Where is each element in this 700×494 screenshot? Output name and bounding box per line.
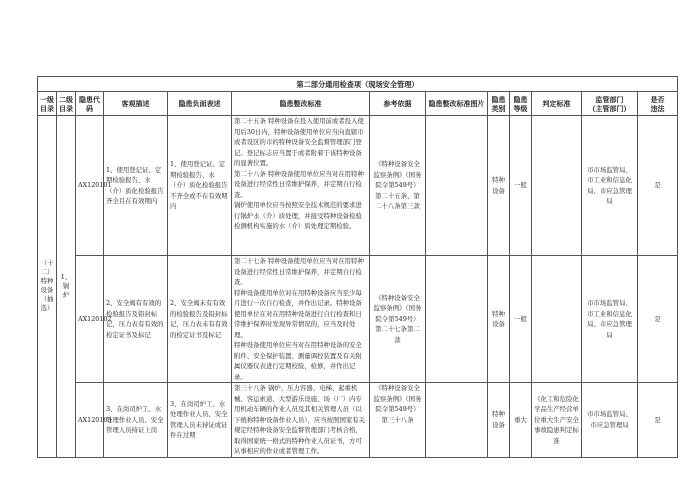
header-grade: 隐患 等级 <box>510 92 532 116</box>
row-img <box>426 256 488 383</box>
row-ref: 《特种设备安全监察条例》（国务院令第549号） 第二十七条第二款 <box>370 256 426 383</box>
row-neg: 1、使用登记证、定期检验报告、水（介）质化检验报告不齐全或不在有效期内 <box>168 116 232 256</box>
row-link: 是 <box>638 116 678 256</box>
row-grade: 重大 <box>510 383 532 458</box>
row-type: 特种 设备 <box>488 116 510 256</box>
row-grade: 一般 <box>510 116 532 256</box>
header-img: 隐患整改标准图片 <box>426 92 488 116</box>
row-neg: 3、在岗司炉工、水处理作业人员、安全管理人员未持证或证件在过期 <box>168 383 232 458</box>
header-judge: 判定标准 <box>532 92 582 116</box>
row-ref: 《特种设备安全监察条例》（国务院令第549号） 第三十八条 <box>370 383 426 458</box>
table-row <box>38 116 678 256</box>
row-img <box>426 116 488 256</box>
row-std: 第二十七条 特种设备使用单位应当对在用特种设备进行经常性日常维护保养，并定期自行检查。 特种设备使用单位对在用特种设备应当至少每月进行一次自行检查，并作出记录。特种设备使用单位在对在用特种设备进行自行检查和日常维护保养时发现异常情况的，应当及时处理。 特种设备使用单位应当对在用特种设备的安全附件、安全保护装置、测量调控装置及有关附属仪器仪表进行定期校验、检修，并作出记录。 <box>232 256 370 383</box>
row-dept: 市市场监管局、市工业和信息化局、市应急管理局 <box>582 256 638 383</box>
row-std: 第二十五条 特种设备在投入使用前或者投入使用后30日内，特种设备使用单位应当向直辖市或者设区的市的特种设备安全监督管理部门登记。登记标志应当置于或者附着于该特种设备的显著位置。 第二十八条 特种设备使用单位应当对在用特种设备进行经常性日常维护保养，并定期自行检查。 锅炉使用单位应当按照安全技术规范的要求进行锅炉水（介）质处理，并接受特种设备检验检测机构实施的水（介）质处理定期检验。 <box>232 116 370 256</box>
header-desc: 客观描述 <box>104 92 168 116</box>
inspection-sheet <box>37 76 677 458</box>
row-type: 特种 设备 <box>488 383 510 458</box>
row-grade: 一般 <box>510 256 532 383</box>
table-row <box>38 256 678 383</box>
row-code: AX120101 <box>76 116 104 256</box>
header-type: 隐患 类别 <box>488 92 510 116</box>
level2-cell: 1、锅 炉 <box>57 116 76 458</box>
header-level2: 二级 目录 <box>57 92 76 116</box>
header-neg: 隐患负面表述 <box>168 92 232 116</box>
row-img <box>426 383 488 458</box>
header-level1: 一级 目录 <box>38 92 57 116</box>
row-ref: 《特种设备安全监察条例》（国务院令第549号） 第二十五条、第二十八条第三款 <box>370 116 426 256</box>
row-dept: 市市场监管局、市工业和信息化局、市应急管理局 <box>582 116 638 256</box>
row-code: AX120103 <box>76 383 104 458</box>
table-row <box>38 383 678 458</box>
header-ref: 参考依据 <box>370 92 426 116</box>
row-link: 是 <box>638 256 678 383</box>
header-link: 是否 违法 <box>638 92 678 116</box>
level1-cell: （十 二） 特种 设备 （抽 选） <box>38 116 57 458</box>
row-judge <box>532 256 582 383</box>
table-title: 第二部分通用检查项（现场安全管理） <box>38 77 678 92</box>
hazard-table <box>37 76 678 458</box>
row-desc: 3、在岗司炉工、水处理作业人员、安全管理人员持证上岗 <box>104 383 168 458</box>
row-dept: 市市场监管局、市应急管理局 <box>582 383 638 458</box>
row-std: 第三十八条 锅炉、压力容器、电梯、起重机械、客运索道、大型游乐设施、场（厂）内专用机动车辆的作业人员及其相关管理人员（以下统称特种设备作业人员），应当按照国家有关规定经特种设备安全监督管理部门考核合格，取得国家统一格式的特种作业人员证书，方可从事相应的作业或者管理工作。 <box>232 383 370 458</box>
row-judge: 《化工和危险化学品生产经营单位重大生产安全事故隐患判定标准 <box>532 383 582 458</box>
row-judge <box>532 116 582 256</box>
row-code: AX120102 <box>76 256 104 383</box>
header-code: 隐患代码 <box>76 92 104 116</box>
header-std: 隐患整改标准 <box>232 92 370 116</box>
row-neg: 2、安全阀未有有效的检验报告及铅封标记，压力表未有有效的检定证书及标记 <box>168 256 232 383</box>
row-link: 是 <box>638 383 678 458</box>
header-dept: 监管部门 （主管部门） <box>582 92 638 116</box>
row-desc: 1、使用登记证、定期检验报告、水（介）质化检验报告齐全且在有效期内 <box>104 116 168 256</box>
row-desc: 2、安全阀有有效的检验报告及铅封标记，压力表有有效的检定证书及标记 <box>104 256 168 383</box>
row-type: 特种 设备 <box>488 256 510 383</box>
